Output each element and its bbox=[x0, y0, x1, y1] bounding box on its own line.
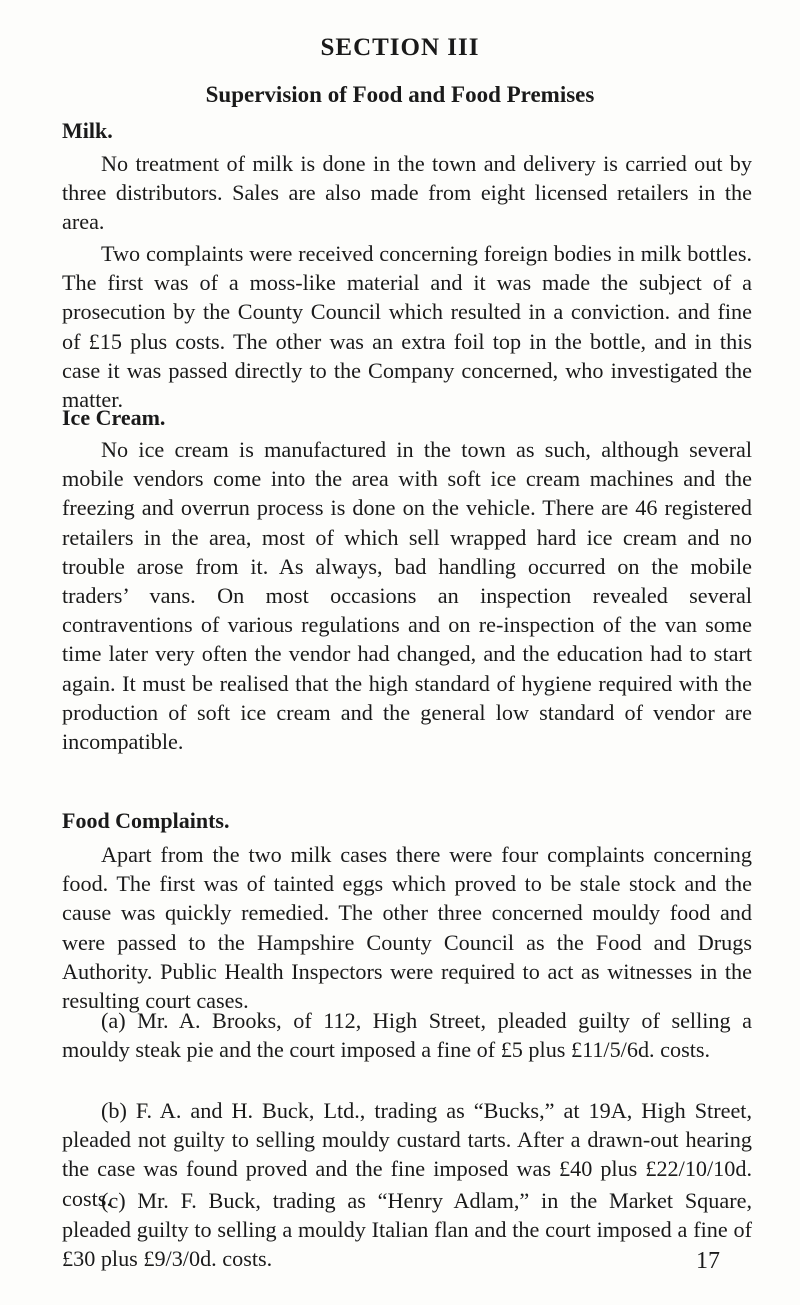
case-c-paragraph: (c) Mr. F. Buck, trading as “Henry Adlam,” in the Market Square, pleaded guilty to selling a mouldy Italian flan and the court imposed a fine of £30 plus £9/3/0d. costs. bbox=[62, 1188, 752, 1272]
page-number: 17 bbox=[696, 1248, 720, 1274]
milk-paragraph: Two complaints were received concerning foreign bodies in milk bottles. The first was of a moss-like material and it was made the subject of a prosecution by the County Council which resulted in a conviction. and fine of £15 plus costs. The other was an extra foil top in the bottle, and in this case it was passed directly to the Company concerned, who investigated the matter. bbox=[62, 241, 752, 413]
food-complaints-paragraph: Apart from the two milk cases there were four complaints concerning food. The first was of tainted eggs which proved to be stale stock and the cause was quickly remedied. The other three concerned mouldy food and were passed to the Hampshire County Council as the Food and Drugs Authority. Public Health Inspectors were required to act as witnesses in the resulting court cases. bbox=[62, 842, 752, 1014]
ice-cream-paragraph: No ice cream is manufactured in the town as such, although several mobile vendors come into the area with soft ice cream machines and the freezing and overrun process is done on the vehicle. There are 46 registered retailers in the area, most of which sell wrapped hard ice cream and no trouble arose from it. As always, bad handling occurred on the mobile traders’ vans. On most occasions an inspection revealed several contraventions of various regulations and on re-inspection of the van some time later very often the vendor had changed, and the education had to start again. It must be realised that the high standard of hygiene required with the production of soft ice cream and the general low standard of vendor are incompatible. bbox=[62, 437, 752, 755]
page-subtitle: Supervision of Food and Food Premises bbox=[205, 82, 595, 107]
food-complaints-heading: Food Complaints. bbox=[62, 808, 230, 833]
case-b-paragraph: (b) F. A. and H. Buck, Ltd., trading as “Bucks,” at 19A, High Street, pleaded not guilty to selling mouldy custard tarts. After a drawn-out hearing the case was found proved and the fine imposed was £40 plus £22/10/10d. costs. bbox=[62, 1098, 752, 1211]
ice-cream-heading: Ice Cream. bbox=[62, 405, 166, 430]
milk-heading: Milk. bbox=[62, 118, 113, 143]
case-a-paragraph: (a) Mr. A. Brooks, of 112, High Street, pleaded guilty of selling a mouldy steak pie and the court imposed a fine of £5 plus £11/5/6d. costs. bbox=[62, 1008, 752, 1063]
milk-paragraph: No treatment of milk is done in the town and delivery is carried out by three distributors. Sales are also made from eight licensed retailers in the area. bbox=[62, 151, 752, 235]
section-title: SECTION III bbox=[320, 34, 480, 61]
